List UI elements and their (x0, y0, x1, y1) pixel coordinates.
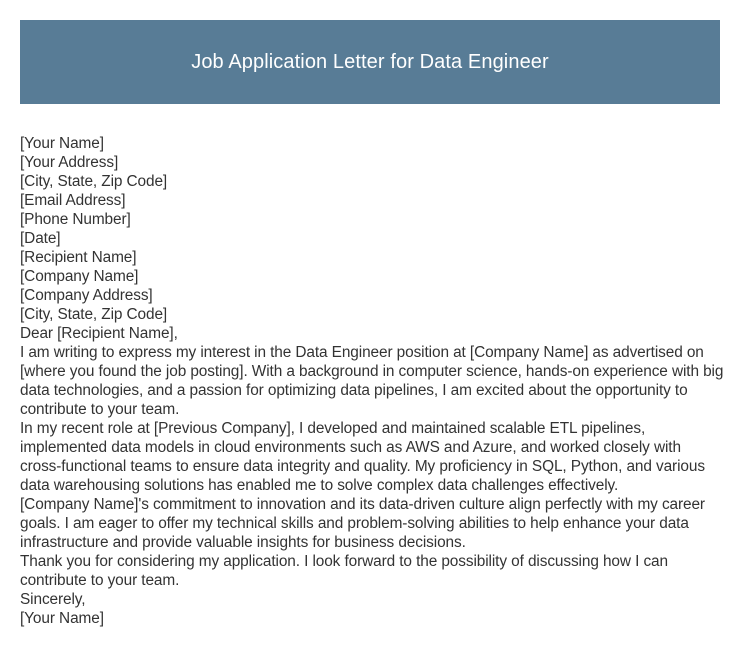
sender-city-state-zip: [City, State, Zip Code] (20, 173, 168, 190)
title-banner (20, 20, 720, 104)
recipient-name: [Recipient Name] (20, 249, 137, 266)
letter-date: [Date] (20, 230, 61, 247)
sender-phone: [Phone Number] (20, 211, 131, 228)
recipient-company: [Company Name] (20, 268, 139, 285)
page-title: Job Application Letter for Data Engineer (191, 50, 549, 73)
sender-email: [Email Address] (20, 192, 126, 209)
salutation: Dear [Recipient Name], (20, 325, 178, 342)
paragraph-intro: I am writing to express my interest in the Data Engineer position at [Company Name] as advertised on [where you found the job posting]. With a background in computer science, hands-on experience with big data technologies, and a passion for optimizing data pipelines, I am excited about the opportunity to contribute to your team. (20, 344, 724, 418)
closing: Sincerely, (20, 591, 86, 608)
paragraph-thanks: Thank you for considering my application. I look forward to the possibility of discussing how I can contribute to your team. (20, 553, 668, 589)
sender-address: [Your Address] (20, 154, 119, 171)
recipient-company-address: [Company Address] (20, 287, 153, 304)
paragraph-motivation: [Company Name]'s commitment to innovation and its data-driven culture align perfectly with my career goals. I am eager to offer my technical skills and problem-solving abilities to help enhance your data infrastructure and provide valuable insights for business decisions. (20, 496, 705, 551)
paragraph-experience: In my recent role at [Previous Company], I developed and maintained scalable ETL pipelines, implemented data models in cloud environments such as AWS and Azure, and worked closely with cross-functional teams to ensure data integrity and quality. My proficiency in SQL, Python, and various data warehousing solutions has enabled me to solve complex data challenges effectively. (20, 420, 705, 494)
sender-name: [Your Name] (20, 135, 104, 152)
signature: [Your Name] (20, 610, 104, 627)
recipient-city-state-zip: [City, State, Zip Code] (20, 306, 168, 323)
letter-body (20, 134, 724, 628)
